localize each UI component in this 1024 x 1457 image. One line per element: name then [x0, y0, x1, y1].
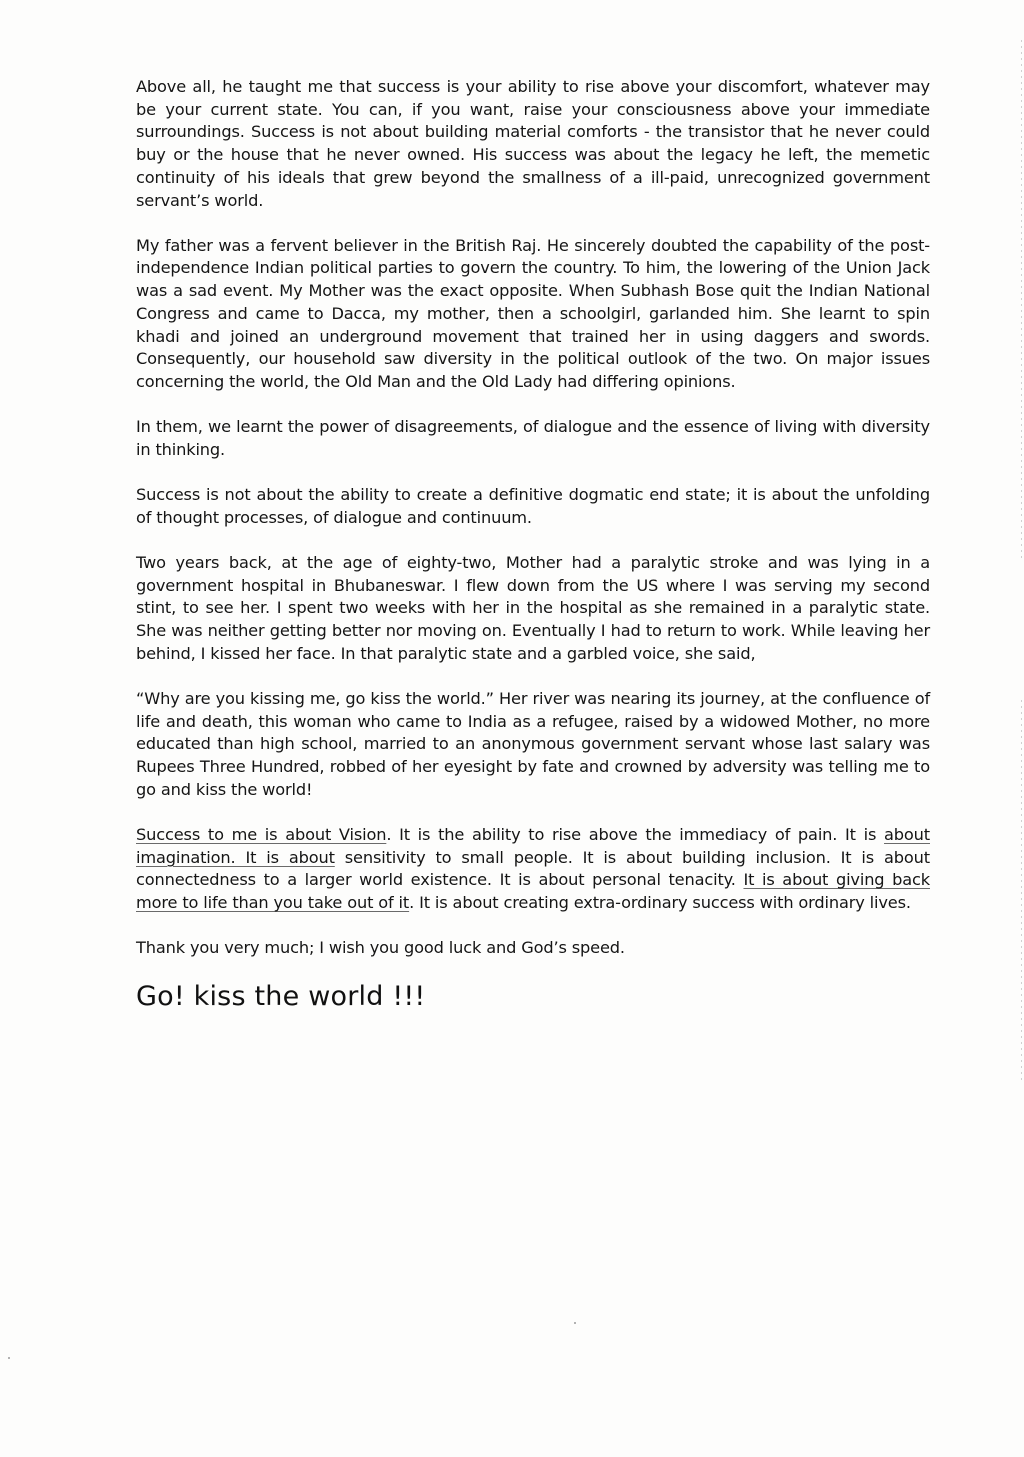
scan-edge-mark [1021, 700, 1022, 1080]
paragraph-text: sensitivity to small people. It is about building inclusion. It is about connectedness to a larger world existence. It is about personal tenacity. [136, 847, 930, 890]
paragraph: Above all, he taught me that success is your ability to rise above your discomfort, whatever may be your current state. You can, if you want, raise your consciousness above your immediate surroundings. Success is not about building material comforts - the transistor that he never could buy or the house that he never owned. His success was about the legacy he left, the memetic continuity of his ideals that grew beyond the smallness of a ill-paid, unrecognized government servant’s world. [136, 77, 930, 210]
paragraph: “Why are you kissing me, go kiss the world.” Her river was nearing its journey, at the confluence of life and death, this woman who came to India as a refugee, raised by a widowed Mother, no more educated than high school, married to an anonymous government servant whose last salary was Rupees Three Hundred, robbed of her eyesight by fate and crowned by adversity was telling me to go and kiss the world! [136, 688, 930, 799]
paragraph: Two years back, at the age of eighty-two, Mother had a paralytic stroke and was lying in a government hospital in Bhubaneswar. I flew down from the US where I was serving my second stint, to see her. I spent two weeks with her in the hospital as she remained in a paralytic state. She was neither getting better nor moving on. Eventually I had to return to work. While leaving her behind, I kissed her face. In that paralytic state and a garbled voice, she said, [136, 552, 930, 663]
vision-paragraph [136, 824, 930, 915]
paragraph-text: . It is the ability to rise above the immediacy of pain. It is [386, 824, 885, 844]
handwritten-underline-text: It is about giving back more to life than you take out of it [136, 870, 930, 913]
closing-line: Thank you very much; I wish you good luck and God’s speed. [136, 938, 625, 958]
scan-speck [8, 1357, 10, 1359]
handwritten-underline-text: Success to me is about Vision [136, 824, 387, 844]
paragraph: In them, we learnt the power of disagreements, of dialogue and the essence of living with diversity in thinking. [136, 417, 930, 459]
paragraph: Success is not about the ability to create a definitive dogmatic end state; it is about the unfolding of thought processes, of dialogue and continuum. [136, 485, 930, 527]
document-body [136, 76, 930, 1014]
scan-edge-mark [1021, 40, 1022, 560]
paragraph-text: . It is about creating extra-ordinary success with ordinary lives. [409, 893, 911, 913]
final-heading: Go! kiss the world !!! [136, 981, 426, 1012]
paragraph: My father was a fervent believer in the British Raj. He sincerely doubted the capability of the post-independence Indian political parties to govern the country. To him, the lowering of the Union Jack was a sad event. My Mother was the exact opposite. When Subhash Bose quit the Indian National Congress and came to Dacca, my mother, then a schoolgirl, garlanded him. She learnt to spin khadi and joined an underground movement that trained her in using daggers and swords. Consequently, our household saw diversity in the political outlook of the two. On major issues concerning the world, the Old Man and the Old Lady had differing opinions. [136, 235, 930, 391]
scan-speck [574, 1322, 576, 1324]
handwritten-underline-text: about imagination. It is about [136, 824, 930, 867]
